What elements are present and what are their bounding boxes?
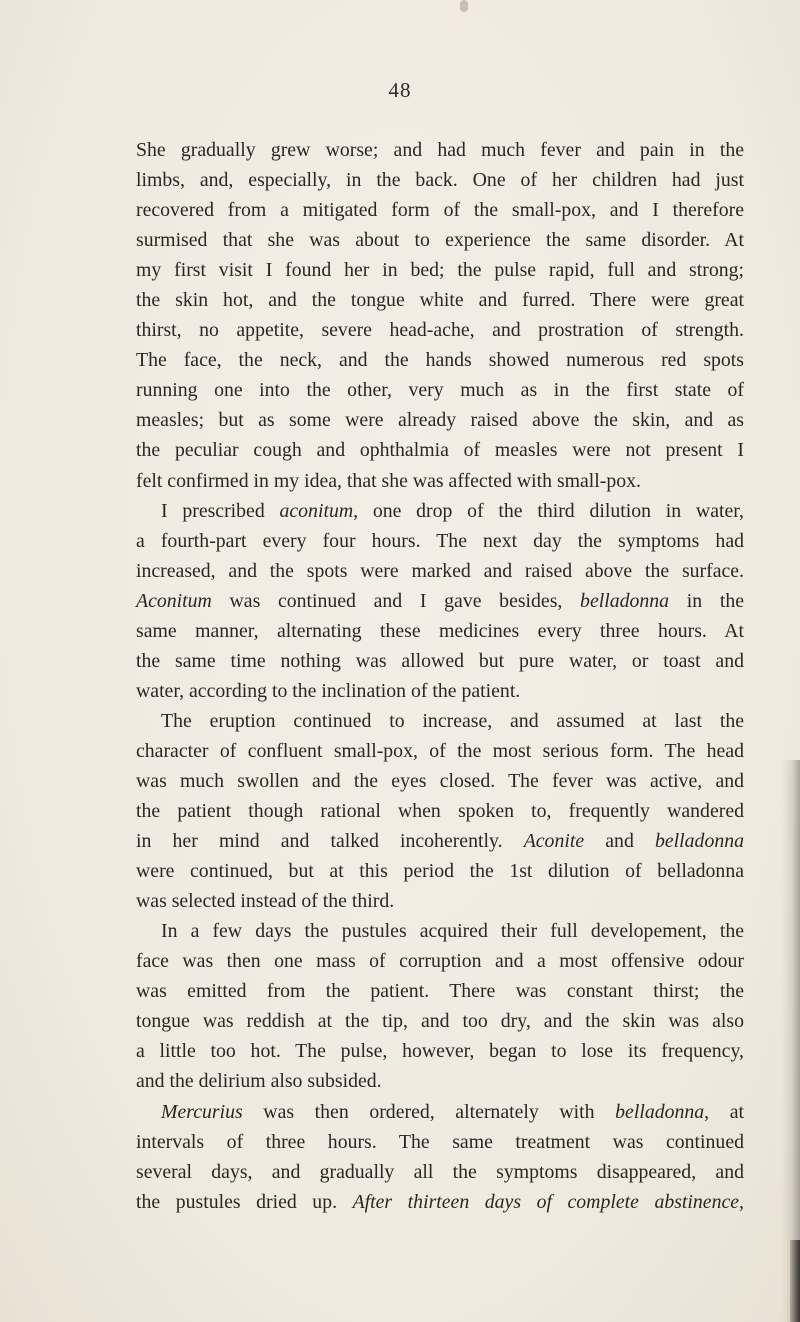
text-line: a fourth-part every four hours. The next day the symptoms had: [136, 529, 744, 552]
text-line: measles; but as some were already raised above the skin, and as: [136, 409, 744, 432]
text-line: limbs, and, especially, in the back. One of her children had just: [136, 169, 744, 192]
text-line: the skin hot, and the tongue white and furred. There were great: [136, 289, 744, 312]
text-line: several days, and gradually all the symptoms disappeared, and: [136, 1160, 744, 1183]
text-line: The eruption continued to increase, and assumed at last the: [161, 709, 744, 732]
text-line: I prescribed aconitum, one drop of the third dilution in water,: [161, 499, 744, 522]
text-line: character of confluent small-pox, of the most serious form. The head: [136, 739, 744, 762]
page-number: 48: [388, 78, 412, 102]
text-line: felt confirmed in my idea, that she was affected with small-pox.: [136, 469, 642, 492]
italic-term: aconitum: [279, 499, 354, 522]
text-line: face was then one mass of corruption and a most offensive odour: [136, 950, 744, 973]
text-line: In a few days the pustules acquired their full developement, the: [161, 920, 744, 943]
text-line: was emitted from the patient. There was constant thirst; the: [136, 980, 744, 1003]
italic-term: belladonna: [655, 830, 745, 853]
text-line: same manner, alternating these medicines every three hours. At: [136, 619, 744, 642]
text-line: the peculiar cough and ophthalmia of measles were not present I: [136, 439, 744, 462]
text-line: surmised that she was about to experience the same disorder. At: [136, 229, 744, 252]
italic-term: Aconite: [523, 830, 585, 853]
text-line: running one into the other, very much as in the first state of: [136, 379, 744, 402]
text-line: tongue was reddish at the tip, and too dry, and the skin was also: [136, 1010, 744, 1033]
text-line: The face, the neck, and the hands showed numerous red spots: [136, 349, 744, 372]
text-line: the same time nothing was allowed but pure water, or toast and: [136, 649, 744, 672]
italic-term: Mercurius: [161, 1100, 243, 1123]
text-line: in her mind and talked incoherently. Aconite and belladonna: [136, 830, 745, 853]
text-line: and the delirium also subsided.: [136, 1070, 382, 1093]
italic-term: belladonna: [615, 1100, 705, 1123]
text-line: thirst, no appetite, severe head-ache, and prostration of strength.: [136, 319, 744, 342]
text-line: recovered from a mitigated form of the small-pox, and I therefore: [136, 199, 744, 222]
text-line: a little too hot. The pulse, however, began to lose its frequency,: [136, 1040, 744, 1063]
text-line: Mercurius was then ordered, alternately with belladonna, at: [161, 1100, 745, 1123]
text-line: increased, and the spots were marked and raised above the surface.: [136, 559, 744, 582]
italic-term: After thirteen days of complete abstinence,: [352, 1190, 744, 1213]
paper-blemish: [460, 0, 468, 12]
text-line: was much swollen and the eyes closed. The fever was active, and: [136, 769, 744, 792]
text-line: was selected instead of the third.: [136, 890, 395, 913]
text-line: my first visit I found her in bed; the pulse rapid, full and strong;: [136, 259, 744, 282]
text-line: She gradually grew worse; and had much fever and pain in the: [136, 139, 744, 161]
italic-term: Aconitum: [136, 589, 212, 612]
page-edge-shadow: [782, 760, 800, 1322]
text-line: water, according to the inclination of the patient.: [136, 679, 521, 702]
text-line: Aconitum was continued and I gave besides, belladonna in the: [136, 589, 744, 612]
text-line: intervals of three hours. The same treatment was continued: [136, 1130, 744, 1153]
text-line: the pustules dried up. After thirteen days of complete abstinence,: [136, 1190, 744, 1213]
text-line: were continued, but at this period the 1st dilution of belladonna: [136, 860, 744, 883]
italic-term: belladonna: [580, 589, 670, 612]
text-line: the patient though rational when spoken to, frequently wandered: [136, 800, 744, 823]
page-edge-dark: [790, 1240, 800, 1322]
body-text: [136, 135, 744, 1217]
